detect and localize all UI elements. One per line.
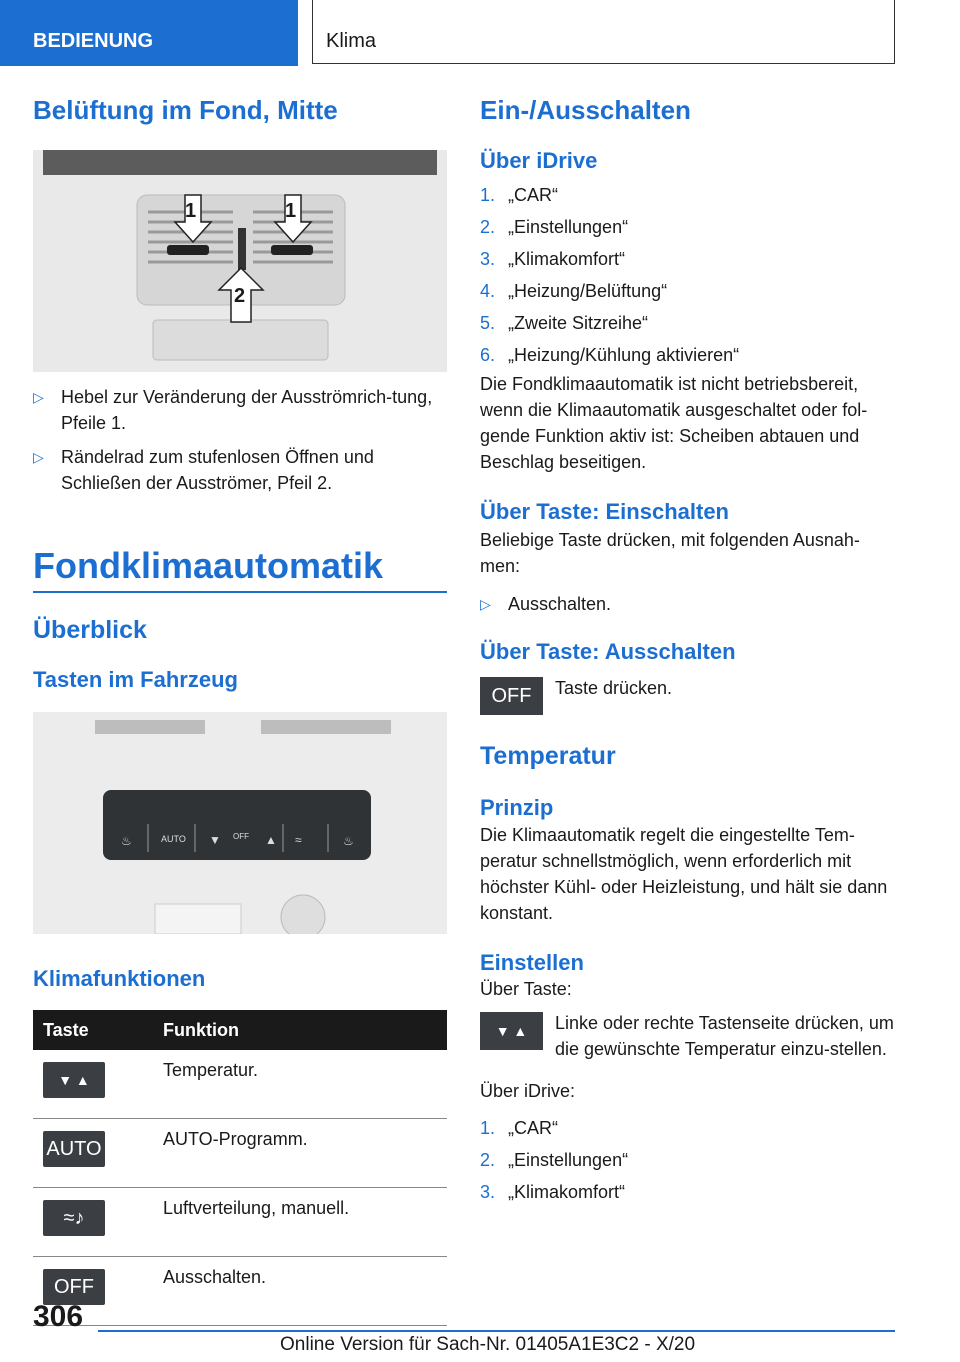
idrive-steps — [480, 179, 895, 371]
idrive-heading: Über iDrive — [480, 148, 598, 174]
right-column — [480, 95, 895, 1208]
footer-divider — [98, 1330, 895, 1332]
vent-callout-1b: 1 — [285, 200, 297, 223]
footer-text: Online Version für Sach-Nr. 01405A1E3C2 - X/20 — [280, 1334, 696, 1355]
function-text: Luftverteilung, manuell. — [153, 1188, 447, 1257]
left-column — [33, 95, 447, 1326]
off-key-block — [480, 675, 895, 719]
keys-heading: Tasten im Fahrzeug — [33, 667, 238, 693]
svg-text:≈: ≈ — [295, 832, 302, 847]
svg-text:▼: ▼ — [209, 832, 221, 847]
page-number: 306 — [33, 1300, 84, 1333]
chapter-tab — [312, 0, 895, 64]
list-item: ▷ Ausschalten. — [480, 591, 895, 617]
on-key-heading: Über Taste: Einschalten — [480, 498, 729, 524]
list-item: 3. „Klimakomfort“ — [480, 248, 626, 269]
table-row — [33, 1050, 447, 1119]
list-item: ▷ Rändelrad zum stufenlosen Öffnen und Schließen der Ausströmer, Pfeil 2. — [33, 444, 447, 496]
temperature-heading: Temperatur — [480, 742, 616, 771]
list-item: 6. „Heizung/Kühlung aktivieren“ — [480, 344, 740, 365]
triangle-bullet-icon: ▷ — [33, 449, 44, 466]
overview-heading: Überblick — [33, 616, 147, 645]
function-text: Ausschalten. — [153, 1257, 447, 1326]
set-steps — [480, 1112, 895, 1208]
svg-text:♨: ♨ — [343, 833, 354, 848]
list-item: 1. „CAR“ — [480, 1118, 558, 1139]
set-via-idrive: Über iDrive: — [480, 1081, 576, 1102]
on-key-text: Beliebige Taste drücken, mit folgenden Ausnah-men: — [480, 529, 860, 576]
list-item: 1. „CAR“ — [480, 184, 558, 205]
list-item: 4. „Heizung/Belüftung“ — [480, 280, 668, 301]
panel-auto-label: AUTO — [161, 833, 186, 844]
function-text: Temperatur. — [153, 1050, 447, 1119]
set-key-block — [480, 1010, 895, 1062]
control-panel-illustration — [33, 712, 447, 934]
air-distribution-key-icon: ≈♪ — [43, 1200, 105, 1236]
triangle-bullet-icon: ▷ — [480, 595, 491, 612]
keys-photo — [33, 712, 447, 934]
set-heading: Einstellen — [480, 949, 584, 975]
off-key-icon: OFF — [480, 677, 543, 715]
on-key-bullets — [480, 591, 895, 617]
table-header-function: Funktion — [153, 1010, 447, 1050]
list-item: 2. „Einstellungen“ — [480, 1150, 629, 1171]
list-item: 2. „Einstellungen“ — [480, 216, 629, 237]
table-row — [33, 1188, 447, 1257]
set-via-key: Über Taste: — [480, 979, 572, 1000]
main-heading: Fondklimaautomatik — [33, 544, 447, 593]
off-key-heading: Über Taste: Ausschalten — [480, 638, 736, 664]
panel-off-label: OFF — [233, 831, 249, 841]
table-header-key: Taste — [33, 1010, 153, 1050]
principle-text: Die Klimaautomatik regelt die eingestellte Tem-peratur schnellstmöglich, wenn erforderlich mit höchster Kühl- oder Heizleistung, und hält sie dann konstant. — [480, 824, 888, 923]
off-key-icon: OFF — [43, 1269, 105, 1305]
function-text: AUTO-Programm. — [153, 1119, 447, 1188]
principle-heading: Prinzip — [480, 795, 554, 821]
vent-bullet-list — [33, 384, 447, 496]
svg-text:▲: ▲ — [265, 832, 277, 847]
table-row — [33, 1257, 447, 1326]
vent-illustration — [33, 150, 447, 372]
svg-text:♨: ♨ — [121, 833, 132, 848]
vent-callout-1a: 1 — [185, 200, 197, 223]
temperature-key-icon: ▼ ▲ — [480, 1012, 543, 1050]
functions-heading: Klimafunktionen — [33, 965, 206, 991]
table-row — [33, 1119, 447, 1188]
chapter-label: Klima — [326, 30, 377, 52]
list-item: 5. „Zweite Sitzreihe“ — [480, 312, 649, 333]
set-key-text: Linke oder rechte Tastenseite drücken, um die gewünschte Temperatur einzu-stellen. — [555, 1013, 894, 1060]
vent-photo — [33, 150, 447, 372]
onoff-heading: Ein-/Ausschalten — [480, 95, 691, 125]
section-label: BEDIENUNG — [33, 30, 154, 52]
triangle-bullet-icon: ▷ — [33, 389, 44, 406]
vent-callout-2: 2 — [234, 285, 246, 308]
auto-key-icon: AUTO — [43, 1131, 105, 1167]
idrive-note: Die Fondklimaautomatik ist nicht betriebsbereit, wenn die Klimaautomatik ausgeschaltet oder fol-gende Funktion aktiv ist: Scheiben abtauen und Beschlag beseitigen. — [480, 373, 868, 472]
off-key-text: Taste drücken. — [555, 678, 673, 699]
functions-table — [33, 1010, 447, 1326]
list-item: ▷ Hebel zur Veränderung der Ausströmrich-tung, Pfeile 1. — [33, 384, 447, 436]
vent-heading: Belüftung im Fond, Mitte — [33, 95, 338, 125]
list-item: 3. „Klimakomfort“ — [480, 1182, 626, 1203]
temperature-key-icon: ▼ ▲ — [43, 1062, 105, 1098]
section-tab — [0, 0, 298, 66]
